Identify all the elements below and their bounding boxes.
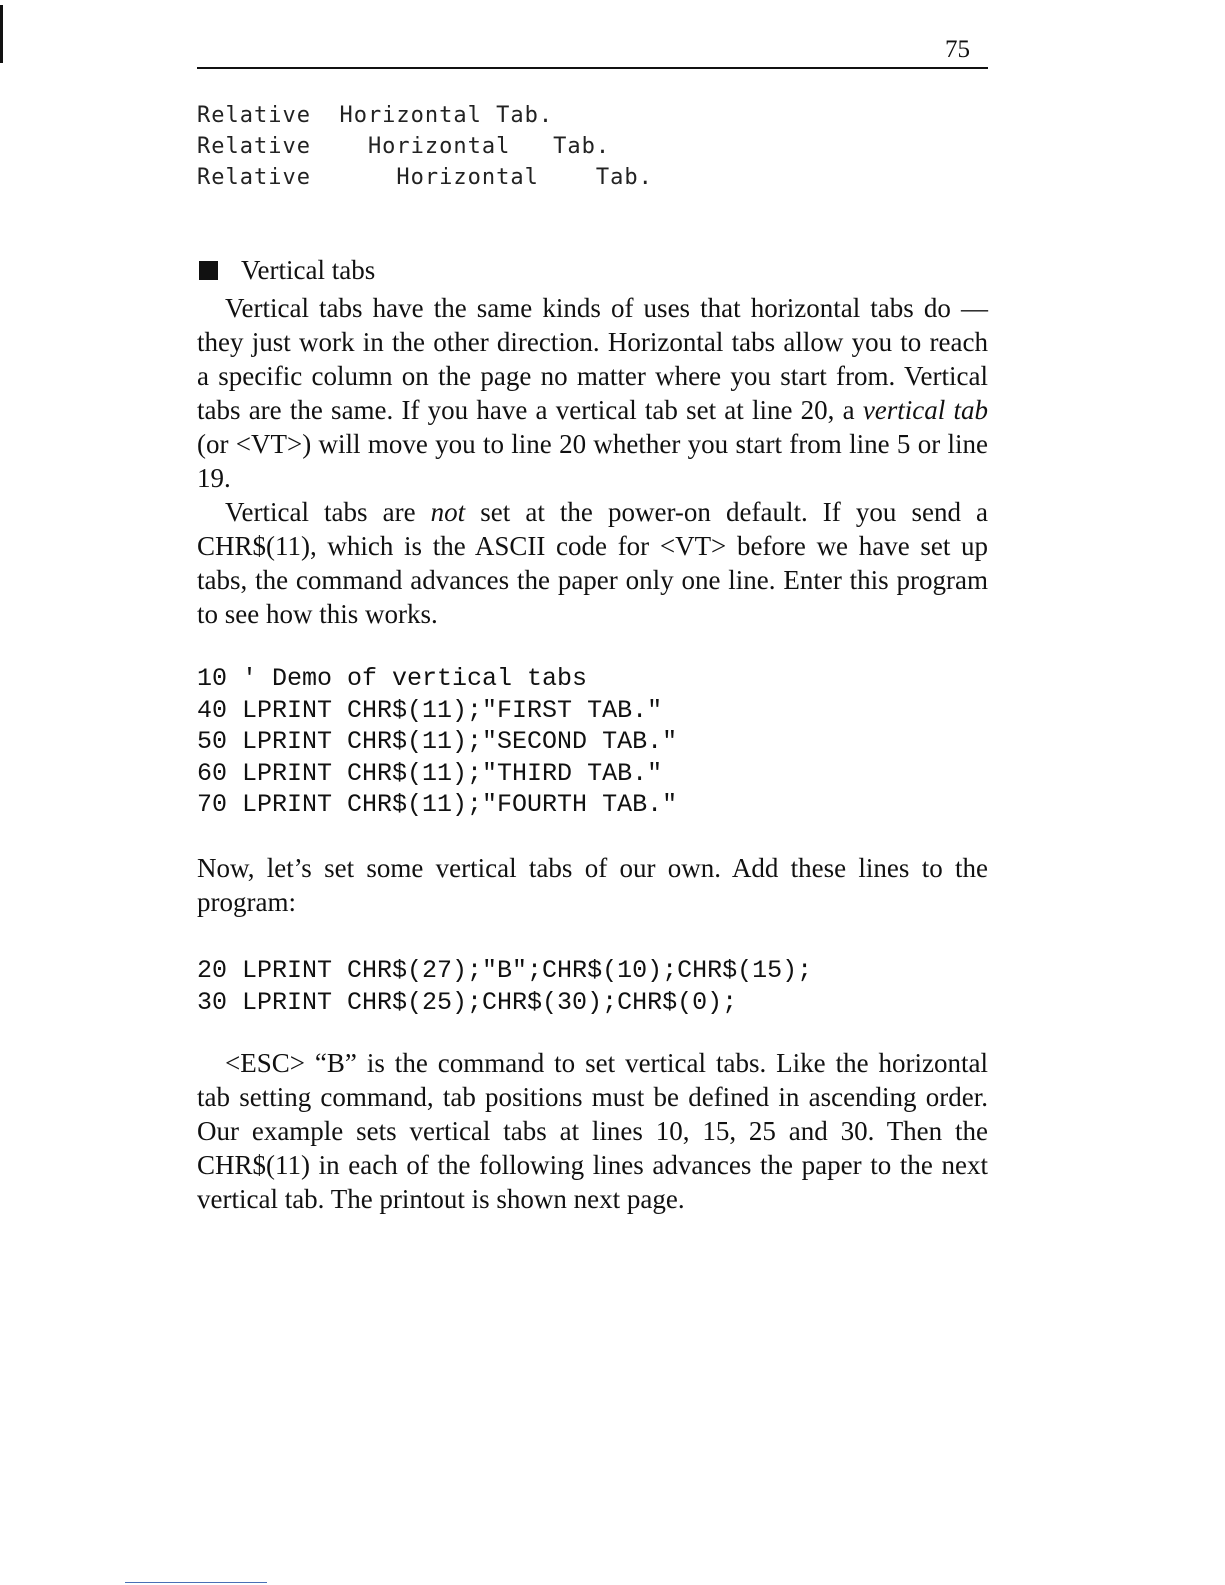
paragraph-3-container [197,851,988,919]
square-bullet-icon [199,261,218,280]
printout-line: Relative Horizontal Tab. [197,165,653,190]
code-line: 50 LPRINT CHR$(11);"SECOND TAB." [197,727,678,756]
paragraph-3: Now, let’s set some vertical tabs of our own. Add these lines to the program: [197,853,988,917]
code-line: 30 LPRINT CHR$(25);CHR$(30);CHR$(0); [197,987,738,1017]
paragraph-2: Vertical tabs are not set at the power-on default. If you send a CHR$(11), which is the ASCII code for <VT> before we have set up tabs, the command advances the paper only one line. Enter this program to see how this works. [197,497,989,629]
code-line: 10 ' Demo of vertical tabs [197,664,588,693]
printout-line: Relative Horizontal Tab. [197,103,554,128]
code-line: 20 LPRINT CHR$(27);"B";CHR$(10);CHR$(15); [197,956,813,985]
code-block-2 [197,955,812,1018]
code-line: 40 LPRINT CHR$(11);"FIRST TAB." [197,695,663,725]
margin-mark [0,5,3,63]
page-number: 75 [945,36,970,63]
paragraph-4-container [197,1046,988,1216]
bottom-edge-line [125,1582,267,1583]
paragraph-4: <ESC> “B” is the command to set vertical tabs. Like the horizontal tab setting command, tab positions must be defined in ascending order. Our example sets vertical tabs at lines 10, 15, 25 and 30. Then the CHR$(11) in each of the following lines advances the paper to the next vertical tab. The printout is shown next page. [197,1048,988,1214]
section-heading [199,255,375,286]
code-block-1 [197,663,677,821]
printout-line: Relative Horizontal Tab. [197,134,611,159]
header-rule [197,67,988,69]
section-heading-text: Vertical tabs [241,255,376,285]
paragraph-1: Vertical tabs have the same kinds of uses that horizontal tabs do — they just work in the other direction. Horizontal tabs allow you to reach a specific column on the page no matter where you start from. Vertical tabs are the same. If you have a vertical tab set at line 20, a vertical tab (or <VT>) will move you to line 20 whether you start from line 5 or line 19. [197,293,988,493]
code-line: 70 LPRINT CHR$(11);"FOURTH TAB." [197,790,678,819]
code-line: 60 LPRINT CHR$(11);"THIRD TAB." [197,758,663,788]
body-paragraphs [197,291,988,631]
printout-sample [197,100,653,193]
